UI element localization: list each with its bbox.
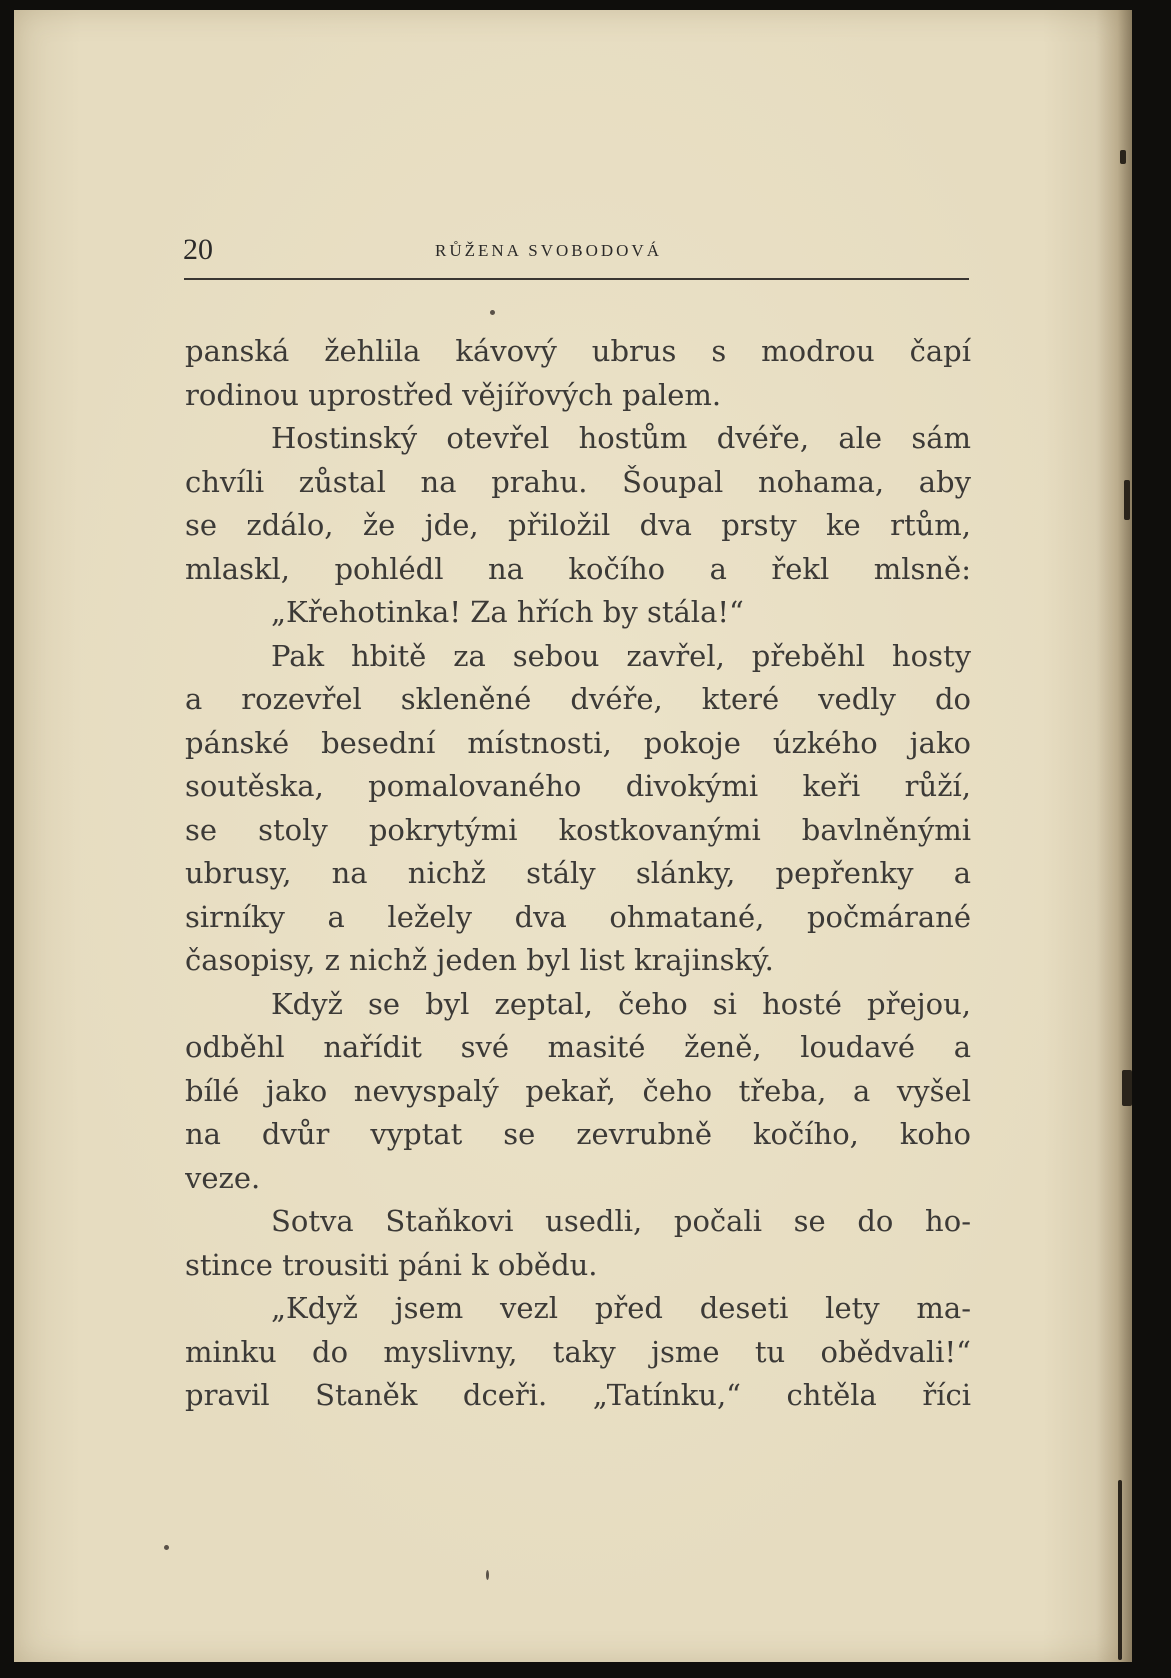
header-rule [184,278,969,280]
text-line: stince trousiti páni k obědu. [185,1247,598,1282]
book-page [14,10,1132,1662]
text-line: ubrusy, na nichž stály slánky, pepřenky a [185,856,971,890]
body-text [185,330,971,1418]
spine-mark [1122,1070,1132,1106]
text-line: Sotva Staňkovi usedli, počali se do ho- [271,1204,971,1238]
spine-mark [1118,1480,1122,1660]
text-line: pánské besední místnosti, pokoje úzkého jako [185,725,971,760]
text-line: se stoly pokrytými kostkovanými bavlněnými [185,812,971,847]
text-line: sirníky a ležely dva ohmatané, počmárané [185,899,971,934]
text-line: na dvůr vyptat se zevrubně kočího, koho [185,1117,971,1151]
text-line: „Křehotinka! Za hřích by stála!“ [271,595,744,629]
running-title: RŮŽENA SVOBODOVÁ [435,241,662,260]
text-line: Hostinský otevřel hostům dvéře, ale sám [271,421,971,455]
ink-speck [490,310,495,315]
text-line: soutěska, pomalovaného divokými keři růží, [185,769,971,803]
spine-mark [1124,480,1130,520]
text-line: chvíli zůstal na prahu. Šoupal nohama, aby [185,464,971,499]
text-line: bílé jako nevyspalý pekař, čeho třeba, a vyšel [185,1073,971,1108]
text-line: veze. [185,1160,261,1195]
ink-speck [486,1570,489,1580]
page-spine-shadow [1096,10,1132,1662]
text-line: a rozevřel skleněné dvéře, které vedly do [185,682,971,716]
text-line: minku do myslivny, taky jsme tu obědvali!“ [185,1334,971,1369]
text-line: Když se byl zeptal, čeho si hosté přejou, [271,986,971,1021]
text-line: mlaskl, pohlédl na kočího a řekl mlsně: [185,551,971,586]
text-line: panská žehlila kávový ubrus s modrou čapí [185,334,971,368]
text-line: odběhl nařídit své masité ženě, loudavé a [185,1030,971,1064]
page-number: 20 [183,233,213,266]
text-line: pravil Staněk dceři. „Tatínku,“ chtěla říci [185,1378,971,1412]
text-line: časopisy, z nichž jeden byl list krajinský. [185,943,774,977]
text-line: Pak hbitě za sebou zavřel, přeběhl hosty [271,638,971,673]
running-head [171,232,971,268]
text-line: „Když jsem vezl před deseti lety ma- [271,1291,971,1325]
text-line: rodinou uprostřed vějířových palem. [185,377,722,412]
ink-speck [164,1545,169,1550]
text-line: se zdálo, že jde, přiložil dva prsty ke rtům, [185,508,971,542]
spine-mark [1120,150,1126,164]
